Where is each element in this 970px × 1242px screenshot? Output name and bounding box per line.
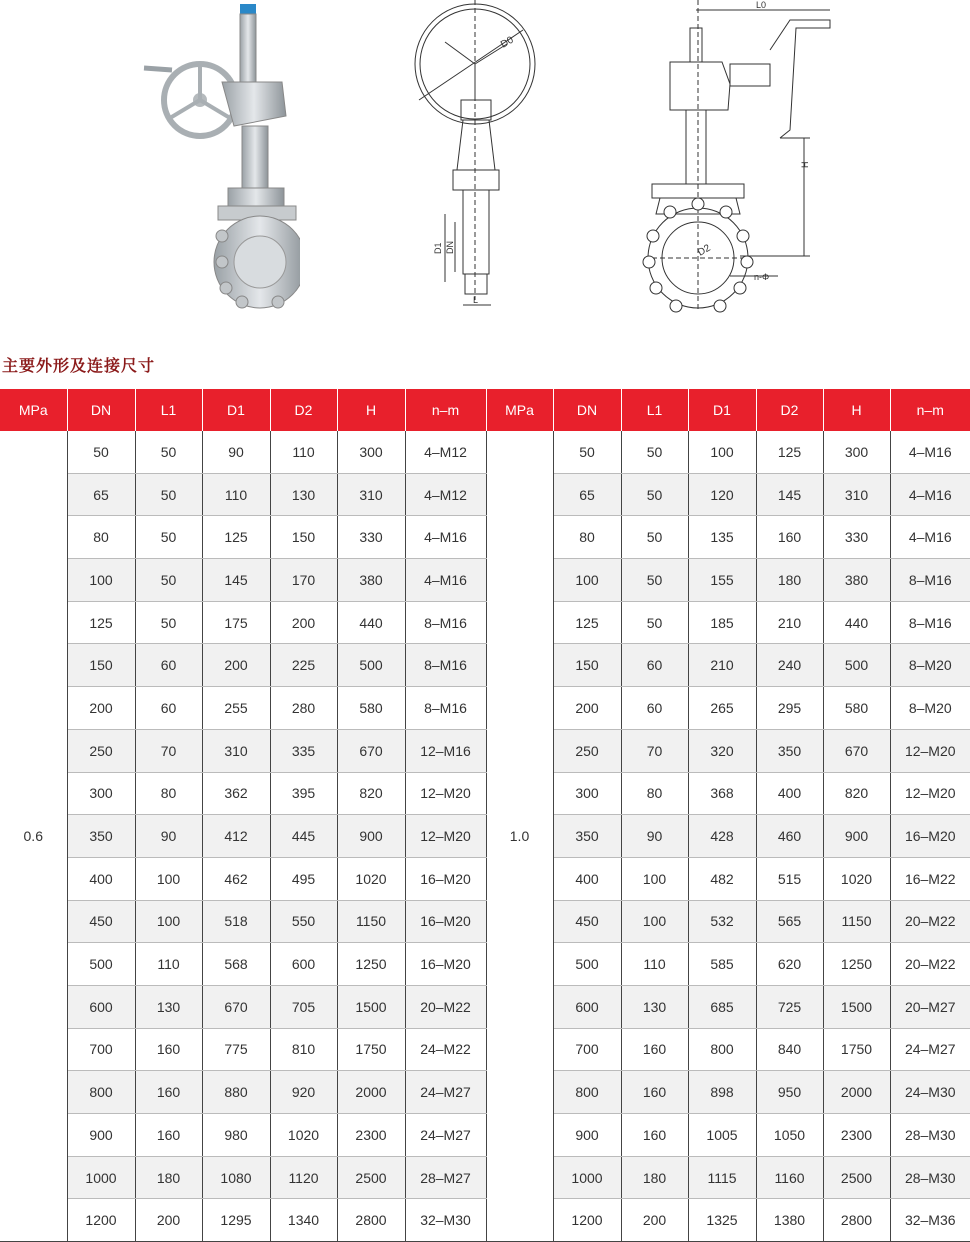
table-cell: 840 [756,1028,823,1071]
table-cell: 1325 [688,1199,756,1242]
pressure-cell: 1.0 [486,431,553,1242]
valve-photo [130,0,300,320]
table-cell: 350 [756,729,823,772]
table-cell: 900 [67,1114,135,1157]
table-cell: 800 [688,1028,756,1071]
table-cell: 90 [621,815,688,858]
table-cell: 412 [202,815,270,858]
table-cell: 1005 [688,1114,756,1157]
product-figures [0,0,970,340]
table-cell: 160 [621,1071,688,1114]
table-cell: 32–M30 [405,1199,486,1242]
table-cell: 310 [337,473,405,516]
table-cell: 145 [756,473,823,516]
header-cell: H [337,389,405,431]
table-cell: 100 [67,559,135,602]
table-cell: 90 [202,431,270,473]
label-d0: D0 [499,34,516,51]
table-cell: 1000 [67,1156,135,1199]
table-cell: 400 [67,857,135,900]
table-cell: 155 [688,559,756,602]
table-cell: 1000 [553,1156,621,1199]
table-cell: 820 [823,772,890,815]
header-cell: H [823,389,890,431]
table-cell: 515 [756,857,823,900]
table-cell: 50 [621,559,688,602]
table-cell: 8–M16 [405,601,486,644]
table-cell: 2300 [337,1114,405,1157]
table-row [0,1156,970,1199]
table-cell: 330 [337,516,405,559]
table-header-row [0,389,970,431]
table-cell: 580 [823,687,890,730]
table-cell: 380 [823,559,890,602]
table-cell: 12–M20 [890,729,970,772]
table-cell: 460 [756,815,823,858]
pressure-cell: 0.6 [0,431,67,1242]
table-cell: 8–M16 [890,559,970,602]
label-n-phi: n-Φ [754,272,770,282]
table-cell: 200 [135,1199,202,1242]
table-cell: 50 [621,431,688,473]
table-cell: 125 [67,601,135,644]
table-cell: 150 [553,644,621,687]
table-cell: 125 [553,601,621,644]
table-row [0,431,970,473]
table-cell: 1200 [553,1199,621,1242]
table-cell: 4–M16 [405,559,486,602]
table-cell: 462 [202,857,270,900]
table-cell: 145 [202,559,270,602]
table-cell: 428 [688,815,756,858]
table-cell: 100 [553,559,621,602]
table-cell: 50 [553,431,621,473]
table-cell: 100 [688,431,756,473]
table-cell: 24–M27 [890,1028,970,1071]
table-cell: 150 [67,644,135,687]
table-row [0,1071,970,1114]
table-cell: 585 [688,943,756,986]
table-row [0,1199,970,1242]
table-cell: 2500 [337,1156,405,1199]
front-view-drawing [630,0,840,320]
table-cell: 4–M16 [405,516,486,559]
table-cell: 1750 [823,1028,890,1071]
table-cell: 350 [67,815,135,858]
table-cell: 1050 [756,1114,823,1157]
table-cell: 24–M27 [405,1071,486,1114]
label-l0: L0 [756,0,767,10]
table-cell: 50 [621,516,688,559]
table-cell: 350 [553,815,621,858]
table-cell: 160 [621,1028,688,1071]
table-cell: 565 [756,900,823,943]
table-cell: 110 [202,473,270,516]
table-cell: 4–M12 [405,431,486,473]
table-row [0,943,970,986]
table-cell: 16–M22 [890,857,970,900]
table-cell: 80 [67,516,135,559]
table-cell: 900 [337,815,405,858]
table-cell: 362 [202,772,270,815]
table-cell: 4–M16 [890,516,970,559]
table-row [0,473,970,516]
table-cell: 80 [621,772,688,815]
table-cell: 2300 [823,1114,890,1157]
table-cell: 1160 [756,1156,823,1199]
table-cell: 1340 [270,1199,337,1242]
table-cell: 450 [67,900,135,943]
table-cell: 440 [337,601,405,644]
table-cell: 80 [553,516,621,559]
table-row [0,857,970,900]
table-cell: 2000 [823,1071,890,1114]
table-cell: 4–M16 [890,473,970,516]
table-cell: 255 [202,687,270,730]
table-cell: 28–M30 [890,1114,970,1157]
table-row [0,985,970,1028]
table-cell: 295 [756,687,823,730]
label-d1: D1 [433,242,443,254]
table-row [0,772,970,815]
table-cell: 1150 [337,900,405,943]
table-cell: 670 [337,729,405,772]
table-cell: 1020 [823,857,890,900]
table-cell: 1500 [823,985,890,1028]
table-cell: 1120 [270,1156,337,1199]
table-cell: 170 [270,559,337,602]
table-cell: 12–M20 [890,772,970,815]
label-d2: D2 [696,242,713,259]
table-cell: 400 [553,857,621,900]
table-cell: 12–M16 [405,729,486,772]
table-cell: 80 [135,772,202,815]
table-cell: 8–M20 [890,687,970,730]
table-cell: 400 [756,772,823,815]
table-cell: 450 [553,900,621,943]
table-cell: 600 [67,985,135,1028]
table-cell: 580 [337,687,405,730]
table-cell: 60 [621,687,688,730]
header-cell: D1 [202,389,270,431]
table-cell: 445 [270,815,337,858]
table-cell: 1020 [270,1114,337,1157]
table-cell: 320 [688,729,756,772]
table-cell: 300 [823,431,890,473]
table-cell: 1250 [823,943,890,986]
table-cell: 70 [621,729,688,772]
table-cell: 250 [553,729,621,772]
side-view-drawing [405,0,555,320]
table-cell: 160 [135,1028,202,1071]
table-row [0,644,970,687]
header-cell: L1 [621,389,688,431]
table-cell: 1380 [756,1199,823,1242]
table-cell: 225 [270,644,337,687]
table-cell: 335 [270,729,337,772]
table-cell: 100 [135,900,202,943]
table-cell: 50 [135,473,202,516]
table-cell: 12–M20 [405,772,486,815]
table-cell: 24–M30 [890,1071,970,1114]
table-cell: 920 [270,1071,337,1114]
table-cell: 1080 [202,1156,270,1199]
table-cell: 20–M22 [890,943,970,986]
table-cell: 2800 [337,1199,405,1242]
table-cell: 500 [553,943,621,986]
table-row [0,687,970,730]
table-cell: 50 [135,601,202,644]
table-cell: 880 [202,1071,270,1114]
table-cell: 705 [270,985,337,1028]
table-cell: 1295 [202,1199,270,1242]
table-cell: 100 [621,900,688,943]
table-cell: 4–M12 [405,473,486,516]
table-cell: 180 [135,1156,202,1199]
table-cell: 8–M20 [890,644,970,687]
table-cell: 175 [202,601,270,644]
table-cell: 685 [688,985,756,1028]
table-cell: 50 [135,559,202,602]
table-cell: 330 [823,516,890,559]
table-cell: 8–M16 [405,687,486,730]
header-cell: L1 [135,389,202,431]
table-cell: 16–M20 [890,815,970,858]
table-cell: 110 [135,943,202,986]
table-cell: 16–M20 [405,857,486,900]
table-cell: 32–M36 [890,1199,970,1242]
table-cell: 500 [337,644,405,687]
table-cell: 900 [553,1114,621,1157]
table-cell: 60 [135,687,202,730]
table-cell: 395 [270,772,337,815]
header-cell: D1 [688,389,756,431]
table-cell: 20–M27 [890,985,970,1028]
table-cell: 280 [270,687,337,730]
table-cell: 950 [756,1071,823,1114]
table-cell: 310 [202,729,270,772]
table-cell: 700 [67,1028,135,1071]
table-cell: 20–M22 [890,900,970,943]
table-cell: 130 [135,985,202,1028]
table-cell: 900 [823,815,890,858]
table-cell: 820 [337,772,405,815]
table-cell: 300 [67,772,135,815]
table-cell: 1250 [337,943,405,986]
table-cell: 980 [202,1114,270,1157]
table-row [0,559,970,602]
table-cell: 495 [270,857,337,900]
table-cell: 250 [67,729,135,772]
table-cell: 368 [688,772,756,815]
table-cell: 180 [756,559,823,602]
table-cell: 160 [756,516,823,559]
table-row [0,1028,970,1071]
table-cell: 50 [135,431,202,473]
table-cell: 700 [553,1028,621,1071]
header-cell: MPa [0,389,67,431]
table-cell: 130 [621,985,688,1028]
table-cell: 600 [270,943,337,986]
table-cell: 100 [135,857,202,900]
table-cell: 50 [135,516,202,559]
table-cell: 185 [688,601,756,644]
table-cell: 8–M16 [405,644,486,687]
table-cell: 800 [67,1071,135,1114]
table-row [0,601,970,644]
table-cell: 775 [202,1028,270,1071]
table-cell: 300 [337,431,405,473]
table-cell: 24–M22 [405,1028,486,1071]
table-cell: 1750 [337,1028,405,1071]
label-h: H [800,161,810,168]
table-cell: 125 [756,431,823,473]
table-cell: 210 [756,601,823,644]
table-cell: 1115 [688,1156,756,1199]
table-cell: 265 [688,687,756,730]
table-cell: 160 [135,1071,202,1114]
table-cell: 160 [621,1114,688,1157]
table-cell: 110 [270,431,337,473]
table-cell: 532 [688,900,756,943]
header-cell: n–m [890,389,970,431]
table-cell: 130 [270,473,337,516]
table-row [0,1114,970,1157]
table-cell: 125 [202,516,270,559]
table-cell: 210 [688,644,756,687]
table-cell: 2500 [823,1156,890,1199]
table-cell: 1200 [67,1199,135,1242]
table-row [0,516,970,559]
table-cell: 65 [553,473,621,516]
table-cell: 65 [67,473,135,516]
table-row [0,900,970,943]
table-cell: 28–M27 [405,1156,486,1199]
table-cell: 50 [67,431,135,473]
table-cell: 160 [135,1114,202,1157]
table-cell: 180 [621,1156,688,1199]
table-cell: 135 [688,516,756,559]
table-cell: 240 [756,644,823,687]
table-cell: 150 [270,516,337,559]
header-cell: MPa [486,389,553,431]
table-cell: 518 [202,900,270,943]
table-cell: 200 [270,601,337,644]
table-cell: 550 [270,900,337,943]
table-cell: 200 [621,1199,688,1242]
table-cell: 898 [688,1071,756,1114]
table-cell: 500 [67,943,135,986]
table-cell: 670 [202,985,270,1028]
table-cell: 90 [135,815,202,858]
table-cell: 24–M27 [405,1114,486,1157]
table-cell: 8–M16 [890,601,970,644]
table-cell: 28–M30 [890,1156,970,1199]
dimension-table [0,389,970,1242]
header-cell: D2 [756,389,823,431]
table-cell: 725 [756,985,823,1028]
header-cell: DN [553,389,621,431]
table-cell: 60 [621,644,688,687]
table-cell: 16–M20 [405,900,486,943]
table-cell: 440 [823,601,890,644]
table-cell: 600 [553,985,621,1028]
table-cell: 200 [553,687,621,730]
table-cell: 380 [337,559,405,602]
table-body [0,431,970,1242]
table-cell: 20–M22 [405,985,486,1028]
table-cell: 100 [621,857,688,900]
table-cell: 482 [688,857,756,900]
header-cell: n–m [405,389,486,431]
table-cell: 4–M16 [890,431,970,473]
label-dn: DN [445,241,455,254]
table-cell: 200 [67,687,135,730]
table-cell: 120 [688,473,756,516]
table-cell: 200 [202,644,270,687]
table-row [0,729,970,772]
header-cell: D2 [270,389,337,431]
table-cell: 310 [823,473,890,516]
table-cell: 50 [621,601,688,644]
table-cell: 110 [621,943,688,986]
table-cell: 568 [202,943,270,986]
header-cell: DN [67,389,135,431]
table-cell: 70 [135,729,202,772]
table-cell: 2800 [823,1199,890,1242]
table-cell: 16–M20 [405,943,486,986]
table-cell: 500 [823,644,890,687]
label-l: L [473,295,479,305]
table-cell: 300 [553,772,621,815]
table-cell: 60 [135,644,202,687]
table-cell: 1020 [337,857,405,900]
table-cell: 12–M20 [405,815,486,858]
table-row [0,815,970,858]
table-cell: 620 [756,943,823,986]
table-cell: 670 [823,729,890,772]
section-title: 主要外形及连接尺寸 [2,356,156,375]
table-cell: 810 [270,1028,337,1071]
table-cell: 800 [553,1071,621,1114]
table-cell: 2000 [337,1071,405,1114]
table-cell: 50 [621,473,688,516]
table-cell: 1500 [337,985,405,1028]
table-cell: 1150 [823,900,890,943]
